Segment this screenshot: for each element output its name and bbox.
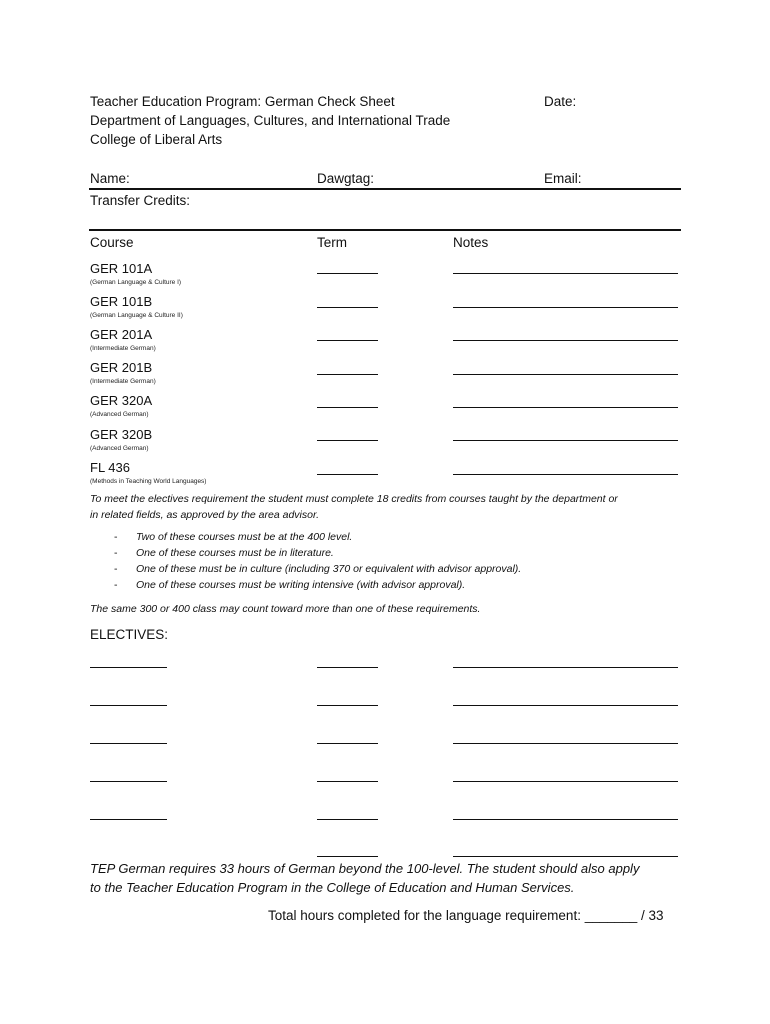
elective-term-field[interactable] xyxy=(317,819,378,820)
course-description: (Advanced German) xyxy=(90,411,149,418)
term-field[interactable] xyxy=(317,340,378,341)
course-code: GER 101A xyxy=(90,261,153,276)
elective-notes-field[interactable] xyxy=(453,743,678,744)
college-name: College of Liberal Arts xyxy=(90,132,223,147)
notes-field[interactable] xyxy=(453,273,678,274)
course-description: (German Language & Culture II) xyxy=(90,312,183,319)
electives-heading: ELECTIVES: xyxy=(90,627,169,642)
course-code: GER 101B xyxy=(90,294,153,309)
transfer-credits-label: Transfer Credits: xyxy=(90,193,191,208)
course-code: FL 436 xyxy=(90,460,130,475)
elective-course-field[interactable] xyxy=(90,743,167,744)
electives-note: The same 300 or 400 class may count toward more than one of these requirements. xyxy=(90,603,481,615)
date-label: Date: xyxy=(544,94,577,109)
department-name: Department of Languages, Cultures, and International Trade xyxy=(90,113,451,128)
notes-field[interactable] xyxy=(453,407,678,408)
total-hours-label: Total hours completed for the language requirement: _______ / 33 xyxy=(268,908,664,923)
list-item: One of these courses must be writing intensive (with advisor approval). xyxy=(136,579,466,591)
elective-term-field[interactable] xyxy=(317,781,378,782)
list-item: One of these must be in culture (including 370 or equivalent with advisor approval). xyxy=(136,563,522,575)
divider xyxy=(89,188,681,190)
elective-term-field[interactable] xyxy=(317,743,378,744)
electives-intro: To meet the electives requirement the student must complete 18 credits from courses taught by the department or xyxy=(90,493,618,505)
elective-course-field[interactable] xyxy=(90,667,167,668)
course-code: GER 201A xyxy=(90,327,153,342)
notes-field[interactable] xyxy=(453,440,678,441)
bullet-marker: - xyxy=(114,547,118,559)
course-column-header: Course xyxy=(90,235,134,250)
divider xyxy=(89,229,681,231)
notes-field[interactable] xyxy=(453,374,678,375)
term-field[interactable] xyxy=(317,474,378,475)
form-title: Teacher Education Program: German Check Sheet xyxy=(90,94,395,109)
bullet-marker: - xyxy=(114,531,118,543)
notes-field[interactable] xyxy=(453,340,678,341)
course-description: (Intermediate German) xyxy=(90,345,156,352)
course-code: GER 320B xyxy=(90,427,153,442)
name-label: Name: xyxy=(90,171,130,186)
email-label: Email: xyxy=(544,171,582,186)
elective-notes-field[interactable] xyxy=(453,856,678,857)
list-item: One of these courses must be in literature. xyxy=(136,547,334,559)
bullet-marker: - xyxy=(114,563,118,575)
elective-notes-field[interactable] xyxy=(453,667,678,668)
dawgtag-label: Dawgtag: xyxy=(317,171,375,186)
course-description: (Advanced German) xyxy=(90,445,149,452)
list-item: Two of these courses must be at the 400 level. xyxy=(136,531,353,543)
elective-course-field[interactable] xyxy=(90,705,167,706)
elective-notes-field[interactable] xyxy=(453,819,678,820)
course-description: (German Language & Culture I) xyxy=(90,279,182,286)
course-code: GER 201B xyxy=(90,360,153,375)
elective-course-field[interactable] xyxy=(90,781,167,782)
bullet-marker: - xyxy=(114,579,118,591)
elective-notes-field[interactable] xyxy=(453,705,678,706)
term-field[interactable] xyxy=(317,307,378,308)
notes-field[interactable] xyxy=(453,307,678,308)
notes-column-header: Notes xyxy=(453,235,489,250)
term-field[interactable] xyxy=(317,374,378,375)
term-field[interactable] xyxy=(317,440,378,441)
elective-term-field[interactable] xyxy=(317,667,378,668)
term-field[interactable] xyxy=(317,407,378,408)
electives-intro-continued: in related fields, as approved by the area advisor. xyxy=(90,509,319,521)
notes-field[interactable] xyxy=(453,474,678,475)
elective-term-field[interactable] xyxy=(317,856,378,857)
elective-term-field[interactable] xyxy=(317,705,378,706)
elective-notes-field[interactable] xyxy=(453,781,678,782)
course-description: (Intermediate German) xyxy=(90,378,156,385)
term-column-header: Term xyxy=(317,235,347,250)
course-code: GER 320A xyxy=(90,393,153,408)
elective-course-field[interactable] xyxy=(90,819,167,820)
term-field[interactable] xyxy=(317,273,378,274)
course-description: (Methods in Teaching World Languages) xyxy=(90,478,207,485)
requirement-statement: TEP German requires 33 hours of German beyond the 100-level. The student should also apply xyxy=(90,861,640,876)
requirement-statement-continued: to the Teacher Education Program in the College of Education and Human Services. xyxy=(90,880,575,895)
